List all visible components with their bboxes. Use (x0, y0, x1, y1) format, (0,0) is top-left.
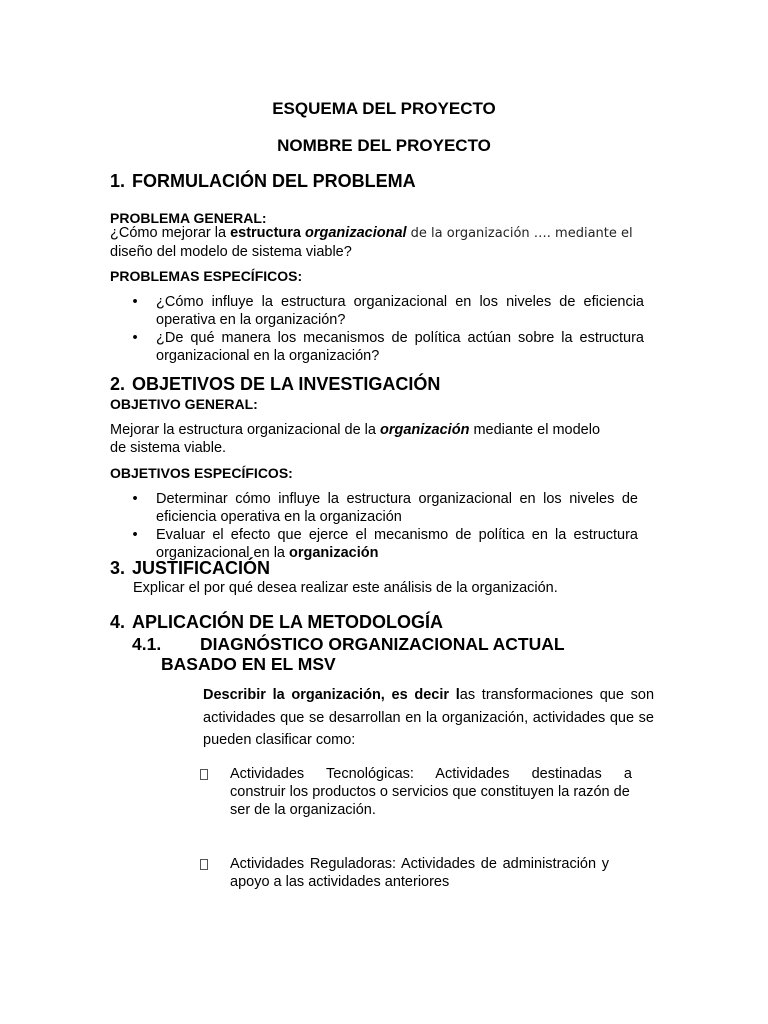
problem-general-part-d: de la organización …. mediante el (406, 226, 633, 241)
section-1-heading (110, 172, 416, 190)
activity-line-2: construir los productos o servicios que constituyen la razón de ser de la organización. (230, 784, 630, 818)
objective-general-part-c: mediante el modelo de sistema viable. (110, 422, 601, 456)
objective-general-part-a: Mejorar la estructura organizacional de la (110, 422, 380, 438)
description-bold: Describir la organización, es decir l (203, 687, 460, 703)
description-rest: as transformaciones que son actividades que se desarrollan en la organización, actividades que se pueden clasificar como: (203, 687, 655, 748)
section-4-title: APLICACIÓN DE LA METODOLOGÍA (132, 612, 444, 632)
section-4-heading (110, 613, 443, 631)
project-name-title: NOMBRE DEL PROYECTO (277, 136, 491, 155)
objective-general-label: OBJETIVO GENERAL: (110, 396, 258, 412)
section-3-heading (110, 559, 270, 577)
objectives-specific-label: OBJETIVOS ESPECÍFICOS: (110, 465, 293, 481)
bullet-box-icon (200, 859, 208, 870)
document-title: ESQUEMA DEL PROYECTO (272, 99, 496, 118)
activity-regulatory (200, 855, 609, 891)
list-item-text: Determinar cómo influye la estructura organizacional en los niveles de eficiencia operativa en la organización (156, 491, 638, 525)
section-3-number: 3. (110, 558, 126, 578)
section-1-title: FORMULACIÓN DEL PROBLEMA (132, 171, 416, 191)
list-item-text: ¿Cómo influye la estructura organizacional en los niveles de eficiencia operativa en la organización? (156, 294, 644, 328)
activity-line-2: apoyo a las actividades anteriores (230, 874, 450, 890)
activity-line-1: Actividades Tecnológicas: Actividades destinadas a (230, 766, 632, 782)
list-item-text: Evaluar el efecto que ejerce el mecanismo de política en la estructura organizacional en la (156, 527, 638, 561)
list-item: • ¿Cómo influye la estructura organizacional en los niveles de eficiencia operativa en la organización? (132, 294, 644, 328)
subsection-4-1-number: 4.1. (132, 634, 162, 654)
objective-general-text (110, 421, 615, 457)
bullet-box-icon (200, 769, 208, 780)
list-item-bold-text: organización (289, 545, 379, 561)
section-1-number: 1. (110, 171, 126, 191)
justification-text: Explicar el por qué desea realizar este análisis de la organización. (133, 580, 558, 596)
problem-general-part-b: estructura (230, 225, 306, 241)
section-3-title: JUSTIFICACIÓN (132, 558, 271, 578)
section-2-heading (110, 375, 440, 393)
section-2-number: 2. (110, 374, 126, 394)
objectives-specific-list (130, 490, 638, 562)
problems-specific-label: PROBLEMAS ESPECÍFICOS: (110, 268, 303, 284)
objective-general-part-b: organización (380, 422, 470, 438)
list-item-text: ¿De qué manera los mecanismos de política actúan sobre la estructura organizacional en la organización? (156, 330, 644, 364)
list-item: • ¿De qué manera los mecanismos de política actúan sobre la estructura organizacional en la organización? (132, 330, 644, 364)
organization-description (203, 684, 654, 752)
subsection-4-1-title: DIAGNÓSTICO ORGANIZACIONAL ACTUAL (200, 634, 565, 654)
section-4-number: 4. (110, 612, 126, 632)
subsection-4-1-heading (132, 635, 565, 653)
problem-general-label: PROBLEMA GENERAL: (110, 210, 267, 226)
problems-specific-list (130, 293, 644, 365)
list-item: • Determinar cómo influye la estructura organizacional en los niveles de eficiencia operativa en la organización (132, 491, 638, 525)
section-2-title: OBJETIVOS DE LA INVESTIGACIÓN (132, 374, 441, 394)
problem-general-text (110, 224, 650, 261)
activity-technological (200, 765, 632, 819)
problem-general-part-c: organizacional (305, 225, 407, 241)
subsection-4-1-title-line-2: BASADO EN EL MSV (161, 654, 336, 674)
problem-general-part-e: diseño del modelo de sistema viable? (110, 244, 352, 260)
problem-general-part-a: ¿Cómo mejorar la (110, 225, 231, 241)
activity-line-1: Actividades Reguladoras: Actividades de administración y (230, 856, 609, 872)
list-item: • Evaluar el efecto que ejerce el mecanismo de política en la estructura organizacional en la organización (132, 527, 638, 561)
